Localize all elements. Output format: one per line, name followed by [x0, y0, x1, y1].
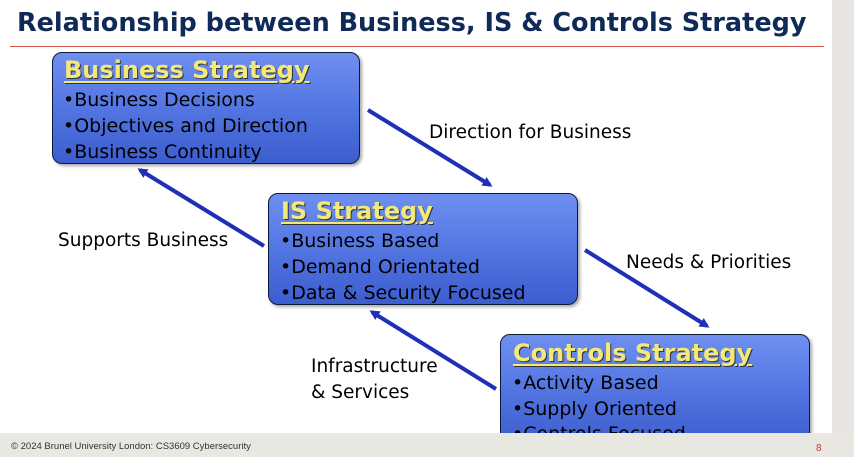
controls-strategy-item: •Activity Based: [512, 372, 659, 394]
business-strategy-title: Business Strategy: [64, 56, 310, 84]
label-supports-business: Supports Business: [58, 230, 229, 251]
footer-copyright: © 2024 Brunel University London: CS3609 Cybersecurity: [11, 441, 251, 452]
is-strategy-title: IS Strategy: [281, 197, 433, 225]
label-and-services: & Services: [311, 382, 410, 403]
label-infrastructure: Infrastructure: [311, 356, 438, 377]
controls-strategy-title: Controls Strategy: [513, 339, 753, 367]
label-direction-for-business: Direction for Business: [429, 122, 632, 143]
label-needs-priorities: Needs & Priorities: [626, 252, 792, 273]
business-strategy-item: •Business Decisions: [63, 89, 255, 111]
is-strategy-item: •Data & Security Focused: [280, 282, 526, 304]
is-strategy-item: •Demand Orientated: [280, 256, 480, 278]
page-number: 8: [816, 443, 822, 454]
business-strategy-item: •Objectives and Direction: [63, 115, 308, 137]
slide-title: Relationship between Business, IS & Controls Strategy: [17, 8, 807, 38]
controls-strategy-item: •Supply Oriented: [512, 398, 677, 420]
is-strategy-item: •Business Based: [280, 230, 440, 252]
business-strategy-item: •Business Continuity: [63, 141, 262, 163]
